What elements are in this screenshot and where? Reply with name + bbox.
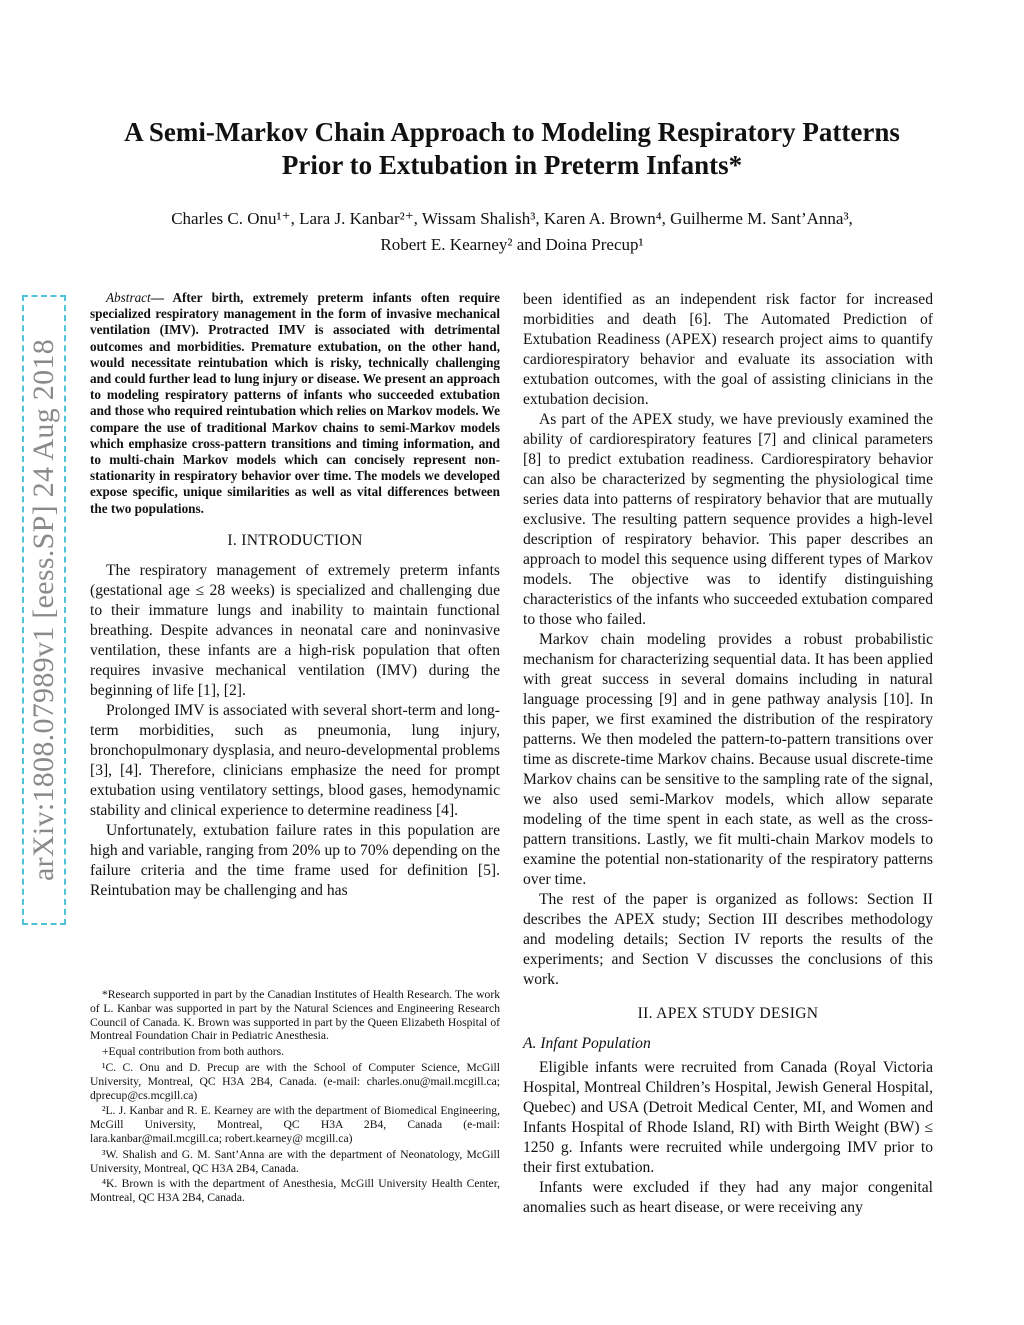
paragraph: Prolonged IMV is associated with several short-term and long-term morbidities, such as pneumonia, lung injury, bronchopulmonary dysplasia, and neuro-developmental problems [3], [4]. Therefore, clinicians emphasize the need for prompt extubation using ventilatory settings, blood gases, hemodynamic stability and clinical experience to determine readiness [4]. <box>90 701 500 819</box>
paragraph: As part of the APEX study, we have previously examined the ability of cardiorespiratory features [7] and clinical parameters [8] to predict extubation readiness. Cardiorespiratory behavior can also be characterized by segmenting the physiological time series data into patterns of respiratory behavior that are mutually exclusive. The resulting pattern sequence provides a high-level description of respiratory behavior. This paper describes an approach to model this sequence using different types of Markov models. The objective was to identify distinguishing characteristics of the infants who succeeded extubation compared to those who failed. <box>523 411 933 628</box>
paragraph: been identified as an independent risk factor for increased morbidities and death [6]. The Automated Prediction of Extubation Readiness (APEX) research project aims to quantify cardiorespiratory behavior and evaluate its association with extubation outcomes, with the goal of assisting clinicians in the extubation decision. <box>523 291 933 408</box>
subsection-heading-infant-population: A. Infant Population <box>523 1035 651 1052</box>
section-heading-introduction: I. INTRODUCTION <box>227 531 363 549</box>
paragraph: The respiratory management of extremely preterm infants (gestational age ≤ 28 weeks) is specialized and challenging due to their immature lungs and inability to maintain functional breathing. Despite advances in neonatal care and noninvasive ventilation, these infants are a high-risk population that often requires invasive mechanical ventilation (IMV) during the beginning of life [1], [2]. <box>90 561 500 699</box>
arxiv-identifier: arXiv:1808.07989v1 [eess.SP] 24 Aug 2018 <box>27 339 60 881</box>
paragraph: Unfortunately, extubation failure rates in this population are high and variable, ranging from 20% up to 70% depending on the failure criteria and the time frame used for definition [5]. Reintubation may be challenging and has <box>90 821 500 899</box>
footnote: ³W. Shalish and G. M. Sant’Anna are with the department of Neonatology, McGill University, Montreal, QC H3A 2B4, Canada. <box>90 1147 500 1175</box>
paragraph: Infants were excluded if they had any major congenital anomalies such as heart disease, or were receiving any <box>523 1179 933 1216</box>
author-list <box>90 206 934 258</box>
paragraph: Markov chain modeling provides a robust probabilistic mechanism for characterizing sequential data. It has been applied with great success in several domains including in natural language processing [9] and in gene pathway analysis [10]. In this paper, we first examined the distribution of the respiratory patterns. We then modeled the pattern-to-pattern transitions over time as discrete-time Markov chains. Because usual discrete-time Markov chains can be sensitive to the sampling rate of the signal, we also used semi-Markov models, which allow separate modeling of the time spent in each state, as well as the cross-pattern transitions. Lastly, we fit multi-chain Markov models to examine the potential non-stationarity of the respiratory patterns over time. <box>523 631 933 888</box>
footnote: ¹C. C. Onu and D. Precup are with the School of Computer Science, McGill University, Montreal, QC H3A 2B4, Canada. (e-mail: charles.onu@mail.mcgill.ca; dprecup@cs.mcgill.ca) <box>90 1060 500 1102</box>
abstract-label: Abstract <box>106 290 151 305</box>
abstract-text: — After birth, extremely preterm infants often require specialized respiratory management in the form of invasive mechanical ventilation (IMV). Protracted IMV is associated with detrimental outcomes and morbidities. Premature extubation, on the other hand, would necessitate reintubation which is risky, technically challenging and could further lead to lung injury or disease. We present an approach to modeling respiratory patterns of infants who succeeded extubation and those who required reintubation which relies on Markov models. We compare the use of traditional Markov chains to semi-Markov models which emphasize cross-pattern transitions and timing information, and to multi-chain Markov models which can concisely represent non-stationarity in respiratory behavior over time. The models we developed expose specific, unique similarities as well as vital differences between the two populations. <box>90 290 500 516</box>
paragraph: Eligible infants were recruited from Canada (Royal Victoria Hospital, Montreal Children’s Hospital, Jewish General Hospital, Quebec) and USA (Detroit Medical Center, MI, and Women and Infants Hospital of Rhode Island, RI) with Birth Weight (BW) ≤ 1250 g. Infants were recruited while undergoing IMV prior to their first extubation. <box>523 1059 933 1176</box>
author-line-2: Robert E. Kearney² and Doina Precup¹ <box>380 235 644 254</box>
paper-title: A Semi-Markov Chain Approach to Modeling Respiratory Patterns Prior to Extubation in Preterm Infants* <box>124 117 900 180</box>
arxiv-stamp <box>22 295 66 925</box>
footnote: +Equal contribution from both authors. <box>102 1045 285 1059</box>
footnotes <box>90 988 500 1207</box>
author-line-1: Charles C. Onu¹⁺, Lara J. Kanbar²⁺, Wissam Shalish³, Karen A. Brown⁴, Guilherme M. Sant’Anna³, <box>171 209 853 228</box>
footnote: ²L. J. Kanbar and R. E. Kearney are with the department of Biomedical Engineering, McGill University, Montreal, QC H3A 2B4, Canada (e-mail: lara.kanbar@mail.mcgill.ca; robert.kearney@ mcgill.ca) <box>90 1104 500 1145</box>
footnote: *Research supported in part by the Canadian Institutes of Health Research. The work of L. Kanbar was supported in part by the Natural Sciences and Engineering Research Council of Canada. K. Brown was supported in part by the Queen Elizabeth Hospital of Montreal Foundation Chair in Pediatric Anesthesia. <box>90 988 500 1043</box>
left-column <box>90 290 500 901</box>
paragraph: The rest of the paper is organized as follows: Section II describes the APEX study; Section III describes methodology and modeling details; Section IV reports the results of the experiments; and Section V discusses the conclusions of this work. <box>523 891 933 988</box>
section-heading-apex-study-design: II. APEX STUDY DESIGN <box>637 1005 819 1022</box>
abstract <box>90 290 500 517</box>
right-column <box>523 290 933 1218</box>
footnote: ⁴K. Brown is with the department of Anesthesia, McGill University Health Center, Montreal, QC H3A 2B4, Canada. <box>90 1177 500 1205</box>
